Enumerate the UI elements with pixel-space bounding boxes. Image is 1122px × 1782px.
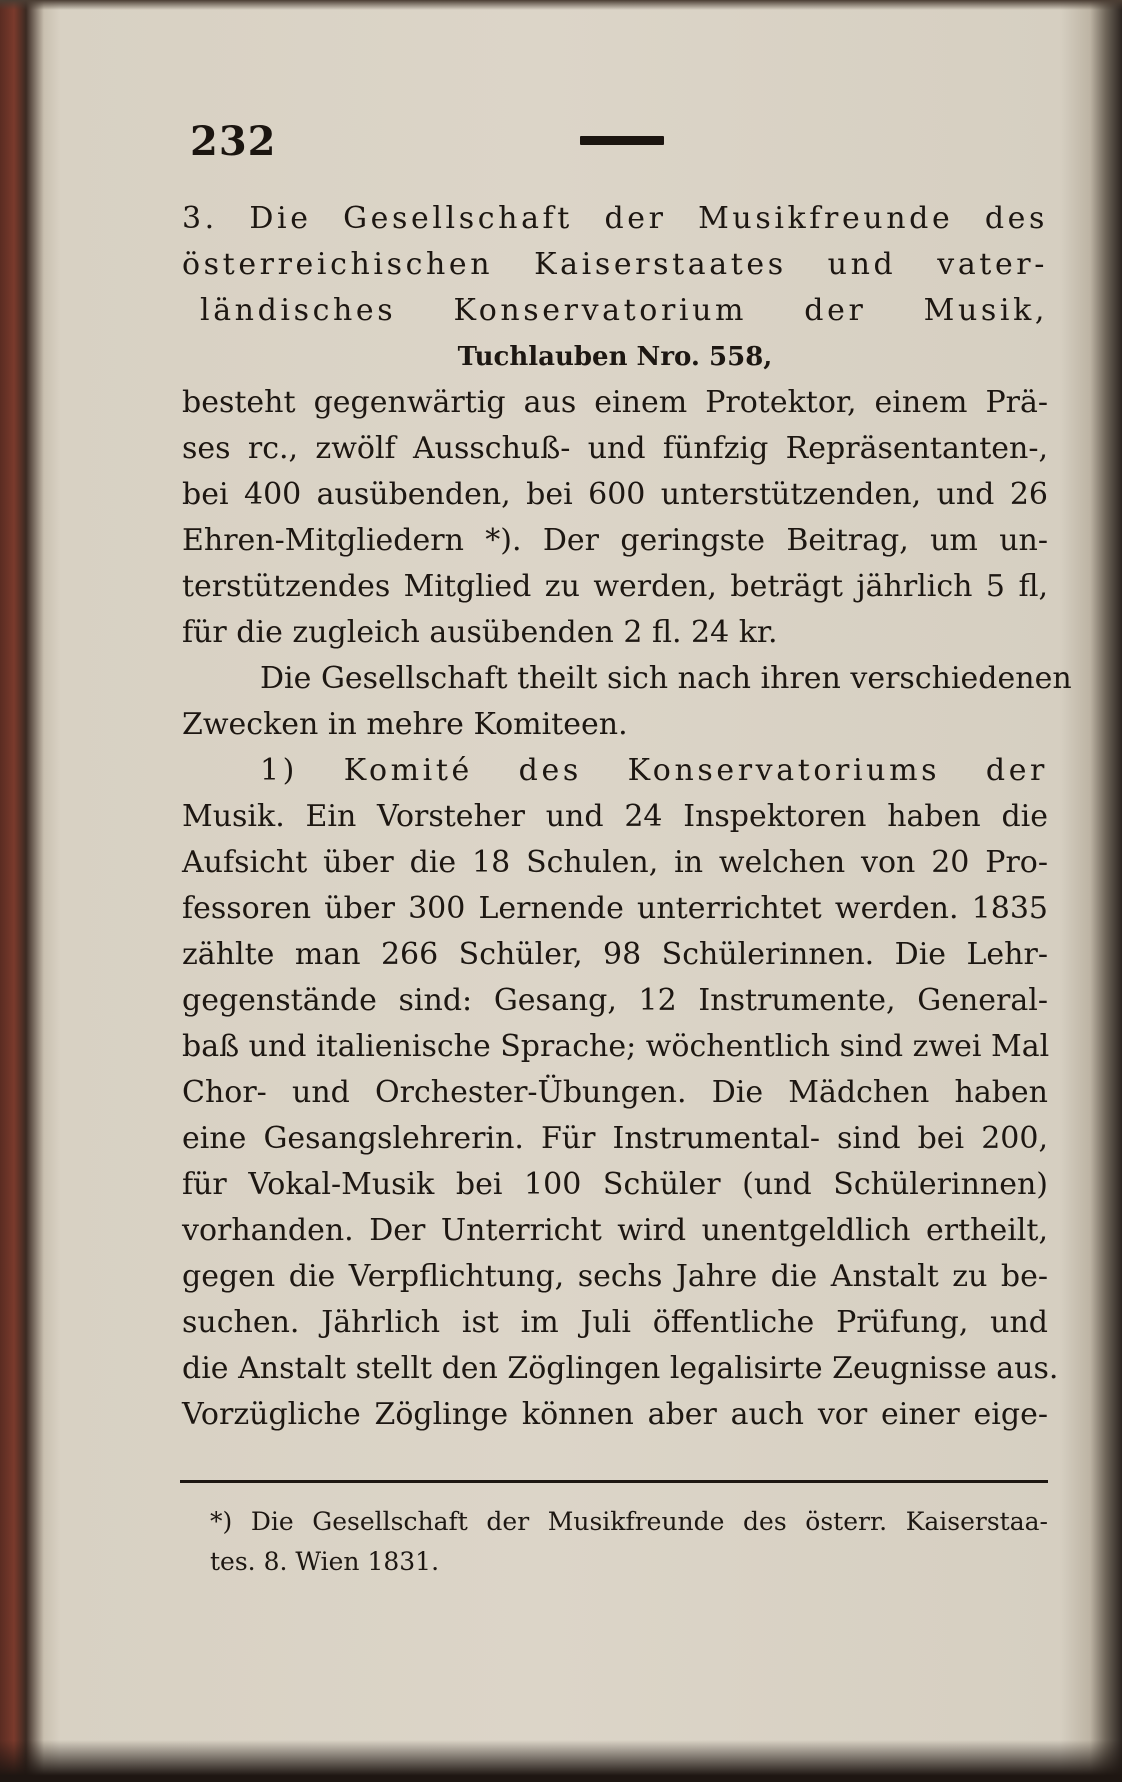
- heading-address: Tuchlauben Nro. 558,: [457, 342, 773, 372]
- heading-line: österreichischen Kaiserstaates und vater-: [182, 247, 1048, 282]
- footnote-line: tes. 8. Wien 1831.: [210, 1547, 440, 1576]
- body-line: gegenstände sind: Gesang, 12 Instrumente, General-: [182, 983, 1048, 1018]
- body-line: gegen die Verpflichtung, sechs Jahre die Anstalt zu be-: [182, 1259, 1048, 1294]
- section-heading-line: 1) Komité des Konservatoriums der: [260, 753, 1048, 788]
- body-line: besteht gegenwärtig aus einem Protektor, einem Prä-: [182, 385, 1048, 420]
- footnote-line: *) Die Gesellschaft der Musikfreunde des österr. Kaiserstaa-: [210, 1507, 1048, 1536]
- body-line: zählte man 266 Schüler, 98 Schülerinnen. Die Lehr-: [182, 937, 1048, 972]
- page-header: [190, 118, 1070, 166]
- body-line: Aufsicht über die 18 Schulen, in welchen von 20 Pro-: [182, 845, 1048, 880]
- body-line: suchen. Jährlich ist im Juli öffentliche Prüfung, und: [182, 1305, 1048, 1340]
- body-line: eine Gesangslehrerin. Für Instrumental- sind bei 200,: [182, 1121, 1048, 1156]
- body-line: Die Gesellschaft theilt sich nach ihren verschiedenen: [260, 661, 1072, 696]
- body-line: terstützendes Mitglied zu werden, beträgt jährlich 5 fl,: [182, 569, 1048, 604]
- page-number: 232: [190, 118, 277, 165]
- footnote: [182, 1502, 1048, 1582]
- body-line: Chor- und Orchester-Übungen. Die Mädchen haben: [182, 1075, 1048, 1110]
- page-top-shadow: [0, 0, 1122, 10]
- page-bottom-shadow: [0, 1740, 1122, 1782]
- main-text: [182, 196, 1072, 1438]
- body-line: für Vokal-Musik bei 100 Schüler (und Schülerinnen): [182, 1167, 1048, 1202]
- body-line: für die zugleich ausübenden 2 fl. 24 kr.: [182, 615, 778, 650]
- body-line: Ehren-Mitgliedern *). Der geringste Beitrag, um un-: [182, 523, 1048, 558]
- body-line: die Anstalt stellt den Zöglingen legalisirte Zeugnisse aus.: [182, 1351, 1059, 1386]
- body-line: bei 400 ausübenden, bei 600 unterstützenden, und 26: [182, 477, 1048, 512]
- body-line: ses rc., zwölf Ausschuß- und fünfzig Repräsentanten-,: [182, 431, 1048, 466]
- body-line: Zwecken in mehre Komiteen.: [182, 707, 628, 742]
- footnote-rule: [180, 1480, 1048, 1483]
- heading-line: 3. Die Gesellschaft der Musikfreunde des: [182, 201, 1048, 236]
- body-line: baß und italienische Sprache; wöchentlich sind zwei Mal: [182, 1029, 1050, 1064]
- header-rule: [580, 136, 664, 145]
- body-line: fessoren über 300 Lernende unterrichtet werden. 1835: [182, 891, 1048, 926]
- body-line: vorhanden. Der Unterricht wird unentgeldlich ertheilt,: [182, 1213, 1048, 1248]
- body-line: Vorzügliche Zöglinge können aber auch vor einer eige-: [182, 1397, 1048, 1432]
- body-line: Musik. Ein Vorsteher und 24 Inspektoren haben die: [182, 799, 1048, 834]
- heading-line: ländisches Konservatorium der Musik,: [200, 293, 1048, 328]
